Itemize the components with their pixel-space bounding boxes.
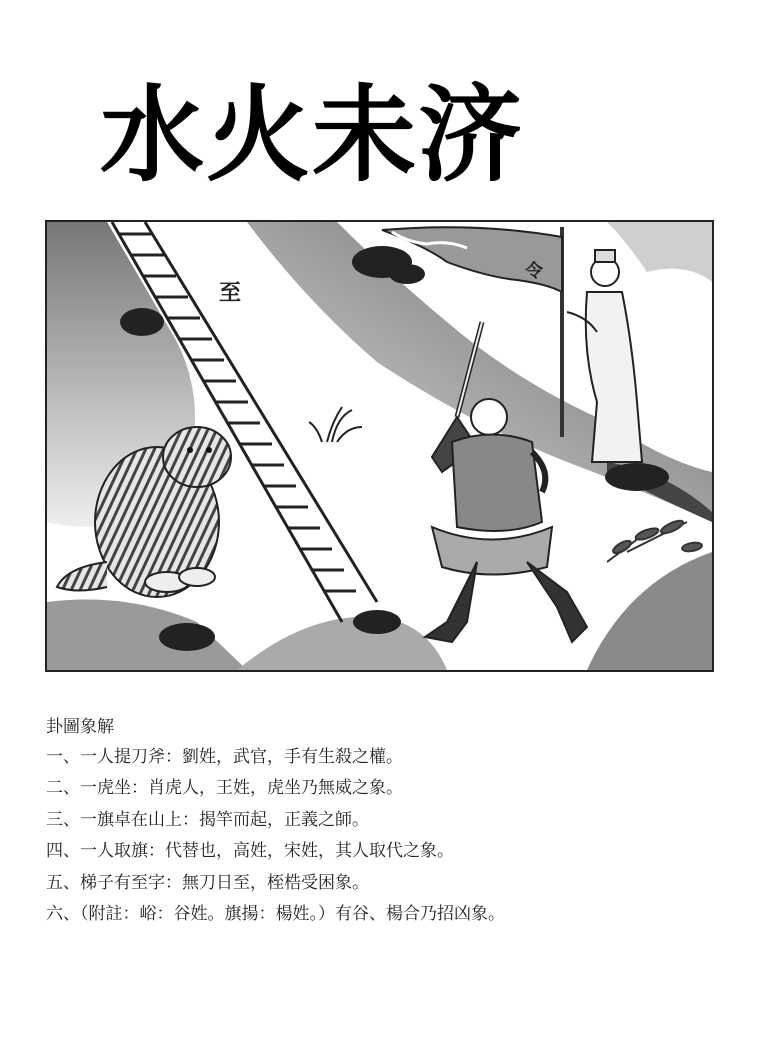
legend-heading: 卦圖象解 xyxy=(46,717,114,737)
legend-item: 二、一虎坐：肖虎人，王姓，虎坐乃無威之象。 xyxy=(46,778,403,799)
legend-item: 五、梯子有至字：無刀日至，桎梏受困象。 xyxy=(46,872,369,893)
flag-character: 令 xyxy=(525,261,543,282)
legend xyxy=(46,712,736,930)
page-title: 水火未济 xyxy=(100,74,525,196)
bamboo xyxy=(607,518,703,562)
grass-tuft xyxy=(309,407,362,442)
legend-item: 六、（附註：峪：谷姓。旗揚：楊姓。）有谷、楊合乃招凶象。 xyxy=(46,904,505,925)
legend-item: 一、一人提刀斧：劉姓，武官，手有生殺之權。 xyxy=(46,747,403,767)
legend-item: 四、一人取旗：代替也，高姓，宋姓，其人取代之象。 xyxy=(46,841,454,862)
legend-item: 三、一旗卓在山上：揭竿而起，正義之師。 xyxy=(46,809,369,830)
hexagram-illustration xyxy=(45,220,714,672)
ladder-character: 至 xyxy=(219,281,242,306)
